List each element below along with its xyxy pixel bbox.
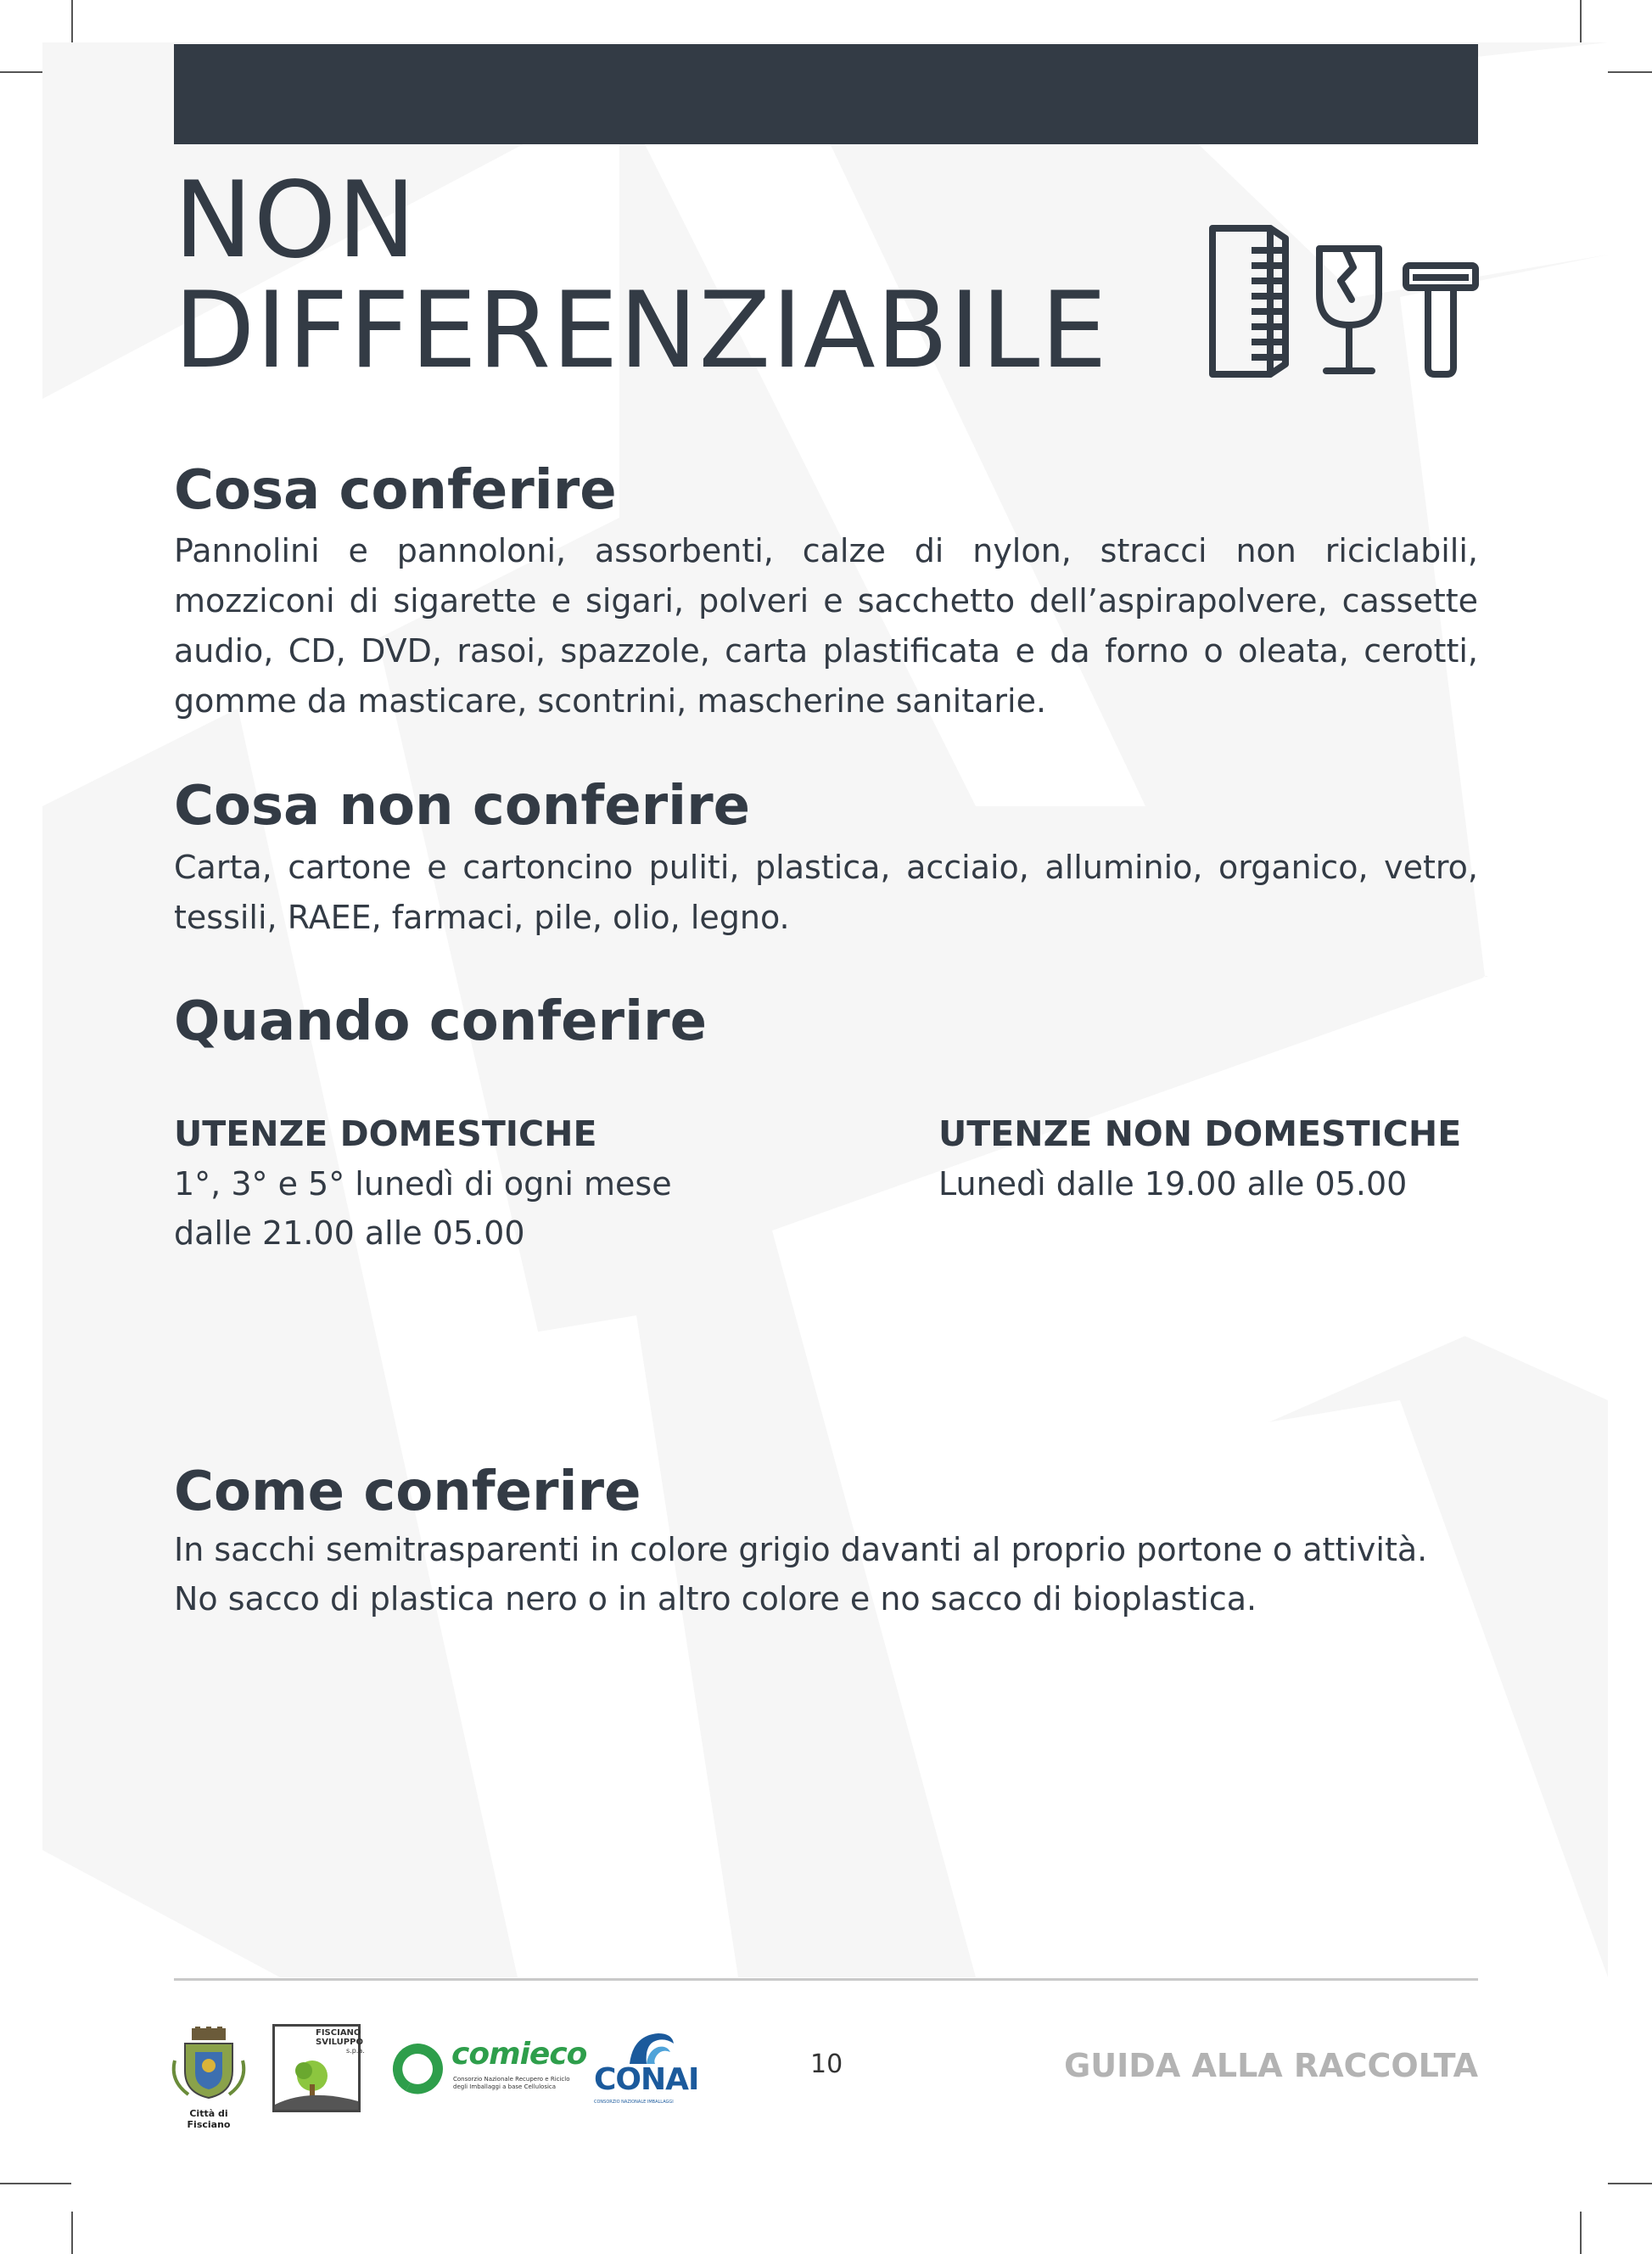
section-text-come-conferire-line-1: In sacchi semitrasparenti in colore grigio davanti al proprio portone o attività. bbox=[174, 1531, 1428, 1568]
header-bar bbox=[174, 44, 1478, 144]
page-title bbox=[174, 160, 1108, 392]
crop-mark bbox=[1580, 0, 1582, 42]
fisciano-sviluppo-logo bbox=[272, 2024, 365, 2112]
citta-di-fisciano-logo bbox=[166, 2027, 251, 2130]
footer-divider bbox=[174, 1978, 1478, 1981]
schedule-domestiche-line-1: 1°, 3° e 5° lunedì di ogni mese bbox=[174, 1165, 672, 1203]
page-number: 10 bbox=[810, 2049, 843, 2079]
page-title-line-1: NON bbox=[174, 160, 417, 282]
comb-icon bbox=[1212, 228, 1285, 374]
crop-mark bbox=[0, 2183, 71, 2184]
recycle-arrows-icon bbox=[389, 2040, 446, 2098]
citta-di-fisciano-label: Città di Fisciano bbox=[187, 2108, 231, 2130]
schedule-domestiche-line-2: dalle 21.00 alle 05.00 bbox=[174, 1214, 525, 1252]
fisciano-sviluppo-line-2: SVILUPPO bbox=[316, 2038, 363, 2047]
schedule-non-domestiche-line-1: Lunedì dalle 19.00 alle 05.00 bbox=[938, 1165, 1408, 1203]
comieco-subtitle-line-2: degli Imballaggi a base Cellulosica bbox=[453, 2083, 557, 2090]
fisciano-sviluppo-line-1: FISCIANO bbox=[316, 2028, 361, 2038]
coat-of-arms-icon bbox=[166, 2027, 251, 2100]
section-text-come-conferire-line-2: No sacco di plastica nero o in altro colore e no sacco di bioplastica. bbox=[174, 1580, 1257, 1618]
section-heading-come-conferire: Come conferire bbox=[174, 1461, 641, 1523]
conai-logo bbox=[594, 2030, 713, 2108]
section-heading-cosa-non-conferire: Cosa non conferire bbox=[174, 775, 751, 838]
razor-icon bbox=[1406, 266, 1476, 374]
conai-subtitle: CONSORZIO NAZIONALE IMBALLAGGI bbox=[594, 2100, 674, 2105]
section-heading-quando-conferire: Quando conferire bbox=[174, 990, 707, 1053]
label-utenze-non-domestiche: UTENZE NON DOMESTICHE bbox=[938, 1113, 1462, 1154]
crop-mark bbox=[1580, 2212, 1582, 2254]
broken-glass-icon bbox=[1319, 249, 1379, 371]
comieco-subtitle bbox=[453, 2076, 580, 2091]
conai-name: CONAI bbox=[594, 2062, 699, 2097]
comieco-name: comieco bbox=[451, 2037, 587, 2072]
crop-mark bbox=[71, 2212, 73, 2254]
crop-mark bbox=[1608, 2183, 1652, 2184]
page-title-line-2: DIFFERENZIABILE bbox=[174, 270, 1108, 392]
label-utenze-domestiche: UTENZE DOMESTICHE bbox=[174, 1113, 597, 1154]
crop-mark bbox=[71, 0, 73, 42]
tree-icon bbox=[275, 2027, 363, 2110]
comieco-logo bbox=[389, 2037, 587, 2105]
section-text-cosa-conferire: Pannolini e pannoloni, assorbenti, calze di nylon, stracci non riciclabili, mozziconi di sigarette e sigari, polveri e sacchetto dell’aspirapolvere, cassette audio, CD, DVD, rasoi, spazzole, carta plastificata e da forno o oleata, cerotti, gomme da masticare, scontrini, mascherine sanitarie. bbox=[174, 532, 1478, 720]
comieco-subtitle-line-1: Consorzio Nazionale Recupero e Riciclo bbox=[453, 2076, 570, 2083]
footer-guide-title: GUIDA ALLA RACCOLTA bbox=[1064, 2047, 1478, 2084]
crop-mark bbox=[1608, 71, 1652, 73]
fisciano-sviluppo-suffix: s.p.a. bbox=[346, 2047, 365, 2055]
header-icons bbox=[1209, 225, 1481, 378]
section-text-cosa-non-conferire: Carta, cartone e cartoncino puliti, plastica, acciaio, alluminio, organico, vetro, tessili, RAEE, farmaci, pile, olio, legno. bbox=[174, 849, 1478, 936]
section-heading-cosa-conferire: Cosa conferire bbox=[174, 459, 617, 522]
